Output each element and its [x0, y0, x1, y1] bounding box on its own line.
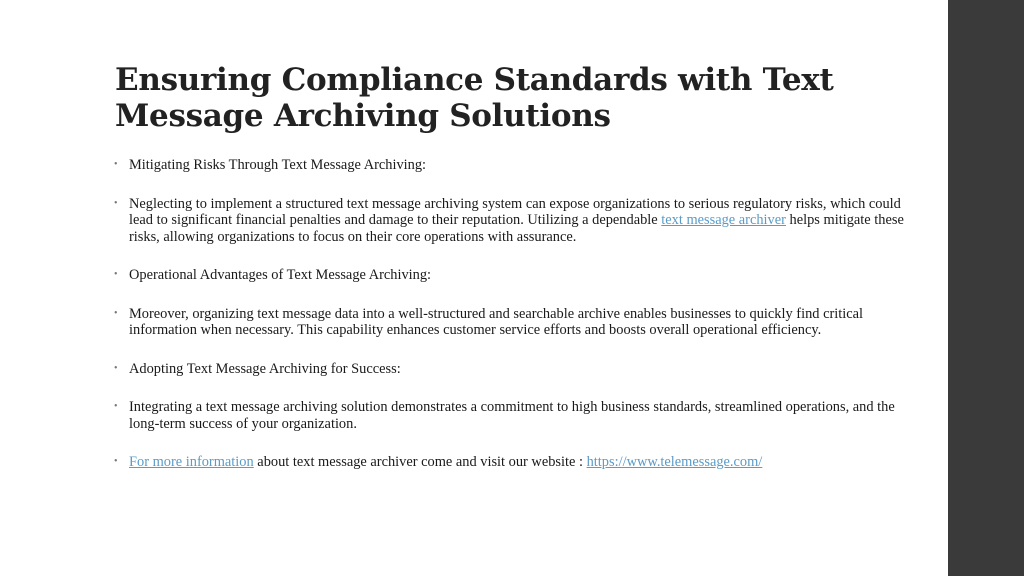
for-more-information-link[interactable]: For more information [129, 454, 254, 470]
slide-title: Ensuring Compliance Standards with Text Message Archiving Solutions [115, 62, 834, 134]
bullet-searchable-archive [114, 306, 914, 339]
website-url-link[interactable]: https://www.telemessage.com/ [586, 454, 763, 470]
bullet-regulatory-risks [114, 196, 914, 246]
text-message-archiver-link[interactable]: text message archiver [661, 212, 786, 228]
bullet-heading-mitigating-risks [114, 157, 914, 174]
side-accent-bar [948, 0, 1024, 576]
bullet-integrating-solution [114, 399, 914, 432]
bullet-text: about text message archiver come and visit our website : [253, 454, 587, 470]
bullet-heading-adopting-archiving [114, 361, 914, 378]
bullet-text: Moreover, organizing text message data into a well-structured and searchable archive enables businesses to quickly find critical information when necessary. This capability enhances customer service efforts and boosts overall operational efficiency. [129, 305, 864, 338]
bullet-text: helps mitigate these risks, allowing organizations to focus on their core operations with assurance. [129, 212, 904, 245]
bullet-heading-operational-advantages [114, 267, 914, 284]
bullet-text: Integrating a text message archiving solution demonstrates a commitment to high business standards, streamlined operations, and the long-term success of your organization. [129, 399, 895, 432]
bullet-text: Neglecting to implement a structured text message archiving system can expose organizations to serious regulatory risks, which could lead to significant financial penalties and damage to their reputation. Utilizing a dependable [129, 195, 901, 228]
bullet-text: Adopting Text Message Archiving for Success: [129, 360, 401, 377]
bullet-text: Operational Advantages of Text Message Archiving: [129, 267, 432, 283]
bullet-more-information [114, 454, 914, 471]
bullet-text: Mitigating Risks Through Text Message Archiving: [129, 157, 427, 173]
bullet-list [114, 157, 914, 471]
